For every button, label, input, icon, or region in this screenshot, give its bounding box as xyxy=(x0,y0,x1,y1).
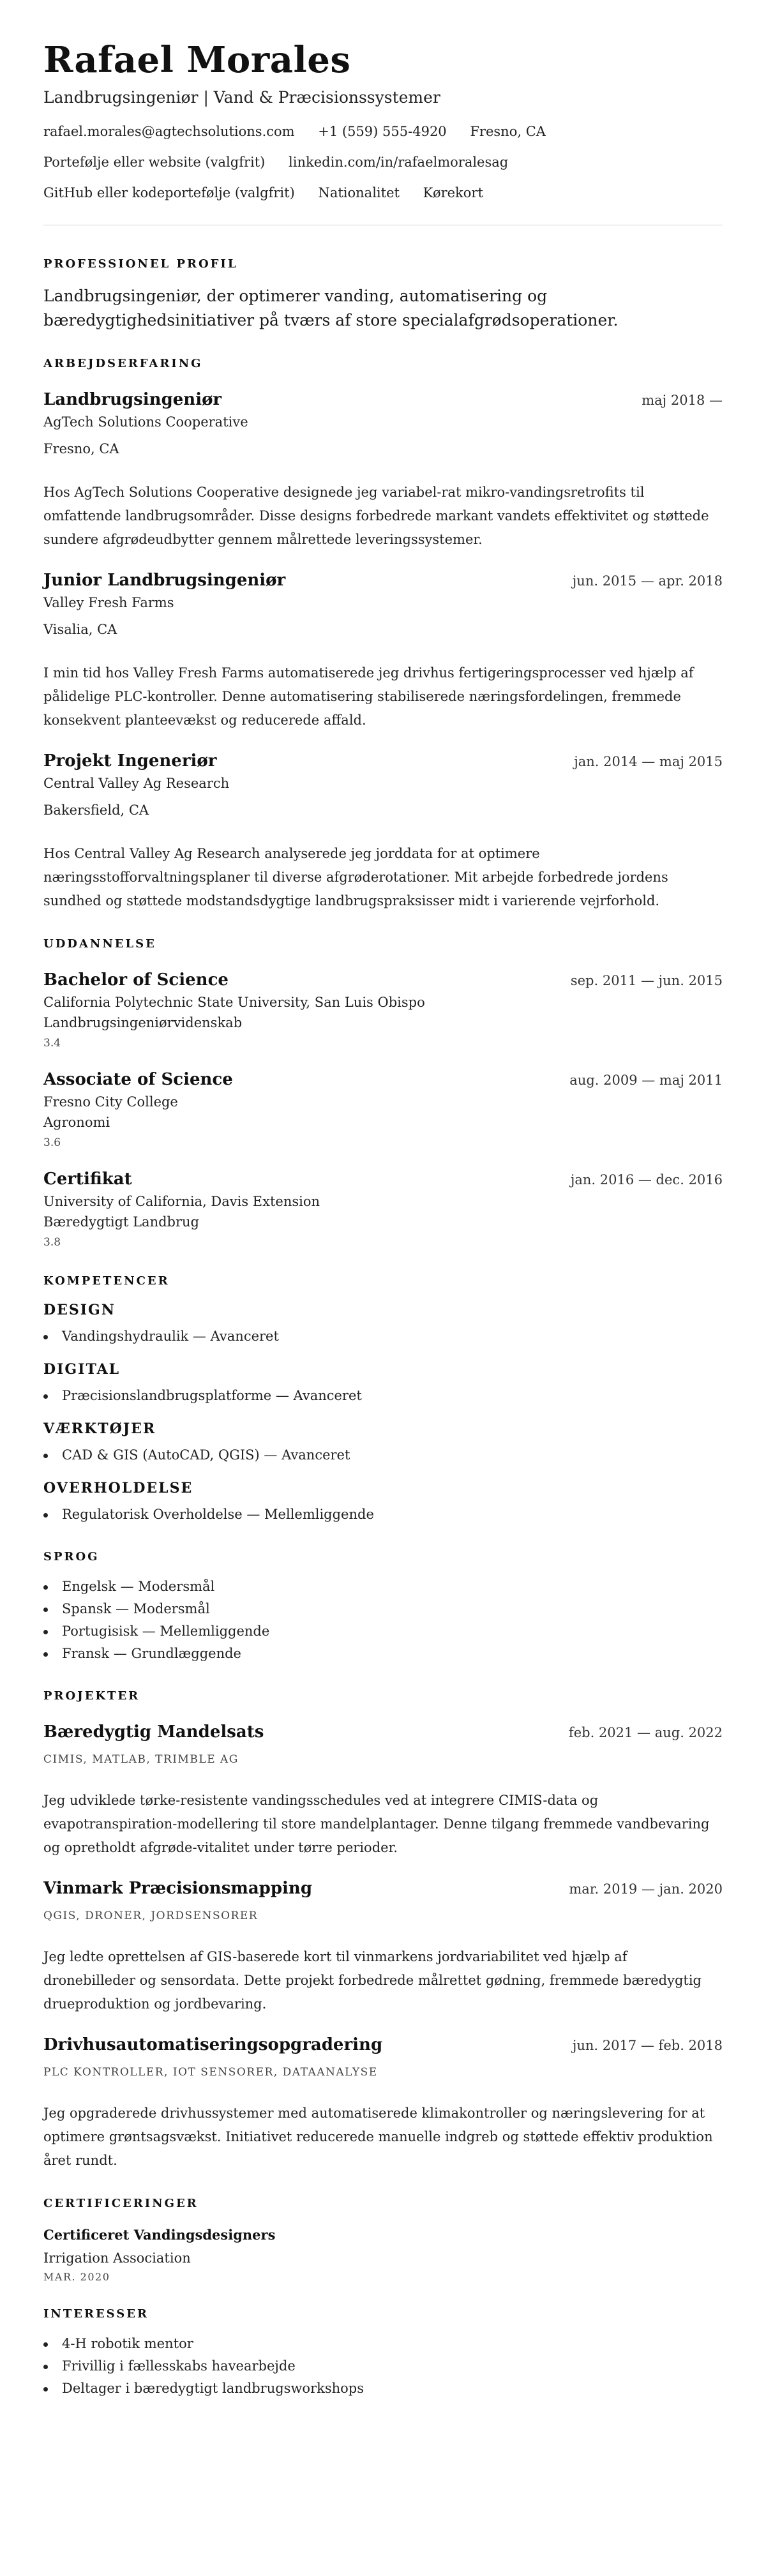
candidate-headline: Landbrugsingeniør | Vand & Præcisionssystemer xyxy=(43,88,440,107)
degree-title: Associate of Science xyxy=(43,1070,233,1089)
skill-item: Vandingshydraulik — Avanceret xyxy=(43,1325,723,1348)
contact-phone[interactable]: +1 (559) 555-4920 xyxy=(318,124,447,139)
gpa: 3.8 xyxy=(43,1236,61,1249)
skill-group xyxy=(43,1301,723,1348)
skill-group-title: DIGITAL xyxy=(43,1361,121,1378)
skill-list xyxy=(43,1444,723,1466)
skill-item: Præcisionslandbrugsplatforme — Avanceret xyxy=(43,1385,723,1407)
job-title: Landbrugsingeniør xyxy=(43,390,222,409)
job-location: Visalia, CA xyxy=(43,622,117,637)
certification-issuer: Irrigation Association xyxy=(43,2250,191,2266)
certification-name: Certificeret Vandingsdesigners xyxy=(43,2227,276,2243)
job-company: Valley Fresh Farms xyxy=(43,595,174,610)
project-description: Jeg udviklede tørke-resistente vandingsschedules ved at integrere CIMIS-data og evapotranspiration-modellering til store mandelplantager. Denne tilgang fremmede vandbevaring og opretholdt afgrøde-vitalitet under tørre perioder. xyxy=(43,1793,710,1855)
certifications-section xyxy=(43,2197,723,2283)
skill-group-title: VÆRKTØJER xyxy=(43,1420,156,1437)
skill-list xyxy=(43,1385,723,1407)
gpa: 3.6 xyxy=(43,1136,61,1149)
project-name: Vinmark Præcisionsmapping xyxy=(43,1879,313,1898)
project-name: Drivhusautomatiseringsopgradering xyxy=(43,2035,383,2054)
job-dates: jan. 2014 — maj 2015 xyxy=(574,754,723,769)
contact-email[interactable]: rafael.morales@agtechsolutions.com xyxy=(43,124,295,139)
experience-entry xyxy=(43,750,723,913)
project-dates: jun. 2017 — feb. 2018 xyxy=(572,2038,723,2053)
projects-section xyxy=(43,1689,723,2173)
contact-linkedin[interactable]: linkedin.com/in/rafaelmoralesag xyxy=(289,154,509,170)
degree-title: Certifikat xyxy=(43,1170,132,1189)
resume-header xyxy=(43,40,723,202)
skill-group-title: OVERHOLDELSE xyxy=(43,1480,193,1496)
section-title-profile: PROFESSIONEL PROFIL xyxy=(43,257,238,271)
job-title: Projekt Ingeneriør xyxy=(43,751,217,771)
skill-group xyxy=(43,1420,723,1466)
certification-entry xyxy=(43,2226,723,2283)
skill-group-title: DESIGN xyxy=(43,1302,116,1318)
job-title: Junior Landbrugsingeniør xyxy=(43,571,286,590)
contact-nationality: Nationalitet xyxy=(318,185,400,200)
candidate-name: Rafael Morales xyxy=(43,39,351,81)
project-description: Jeg ledte oprettelsen af GIS-baserede kort til vinmarkens jordvariabilitet ved hjælp af dronebilleder og sensordata. Dette projekt forbedrede målrettet gødning, fremmede bæredygtig drueproduktion og jordbevaring. xyxy=(43,1949,702,2012)
language-item: Spansk — Modersmål xyxy=(43,1598,723,1620)
project-tech: PLC KONTROLLER, IOT SENSORER, DATAANALYSE xyxy=(43,2066,378,2079)
project-entry xyxy=(43,1721,723,1860)
experience-entry xyxy=(43,569,723,732)
job-dates: jun. 2015 — apr. 2018 xyxy=(572,573,723,589)
degree-dates: sep. 2011 — jun. 2015 xyxy=(570,973,723,988)
skill-item: Regulatorisk Overholdelse — Mellemliggende xyxy=(43,1503,723,1526)
project-entry xyxy=(43,2034,723,2173)
skill-list xyxy=(43,1503,723,1526)
school-name: Fresno City College xyxy=(43,1094,178,1110)
gpa: 3.4 xyxy=(43,1037,61,1050)
job-company: AgTech Solutions Cooperative xyxy=(43,414,248,430)
contact-row-primary xyxy=(43,123,723,140)
profile-section xyxy=(43,257,723,333)
project-name: Bæredygtig Mandelsats xyxy=(43,1722,264,1742)
section-title-certifications: CERTIFICERINGER xyxy=(43,2197,199,2210)
section-title-education: UDDANNELSE xyxy=(43,937,156,951)
job-description: I min tid hos Valley Fresh Farms automatiserede jeg drivhus fertigeringsprocesser ved hjælp af pålidelige PLC-kontroller. Denne automatisering stabiliserede næringsfordelingen, fremmede konsekvent planteevækst og reducerede affald. xyxy=(43,665,694,728)
language-item: Portugisisk — Mellemliggende xyxy=(43,1620,723,1643)
section-title-interests: INTERESSER xyxy=(43,2307,149,2321)
education-section xyxy=(43,937,723,1250)
skill-group xyxy=(43,1360,723,1407)
skill-list xyxy=(43,1325,723,1348)
skills-section xyxy=(43,1274,723,1526)
job-location: Fresno, CA xyxy=(43,441,119,456)
section-title-languages: SPROG xyxy=(43,1550,100,1563)
interests-section xyxy=(43,2307,723,2400)
language-item: Engelsk — Modersmål xyxy=(43,1576,723,1598)
interest-item: 4-H robotik mentor xyxy=(43,2333,723,2355)
section-title-projects: PROJEKTER xyxy=(43,1689,140,1703)
job-description: Hos AgTech Solutions Cooperative designede jeg variabel-rat mikro-vandingsretrofits til omfattende landbrugsområder. Disse designs forbedrede markant vandets effektivitet og støttede sundere afgrødeudbytter gennem målrettede leveringssystemer. xyxy=(43,485,709,547)
job-company: Central Valley Ag Research xyxy=(43,776,230,791)
job-dates: maj 2018 — xyxy=(642,393,723,408)
project-entry xyxy=(43,1878,723,2016)
contact-location: Fresno, CA xyxy=(470,124,546,139)
job-description: Hos Central Valley Ag Research analyserede jeg jorddata for at optimere næringsstofforvaltningsplaner til diverse afgrøderotationer. Mit arbejde forbedrede jordens sundhed og støttede modstandsdygtige landbrugspraksisser midt i varierende vejrforhold. xyxy=(43,846,668,908)
project-tech: QGIS, DRONER, JORDSENSORER xyxy=(43,1909,259,1922)
profile-summary: Landbrugsingeniør, der optimerer vanding, automatisering og bæredygtighedsinitiativer på tværs af store specialafgrødsoperationer. xyxy=(43,287,619,329)
degree-dates: jan. 2016 — dec. 2016 xyxy=(570,1172,723,1187)
field-of-study: Bæredygtigt Landbrug xyxy=(43,1214,199,1230)
school-name: California Polytechnic State University, San Luis Obispo xyxy=(43,995,425,1010)
skill-group xyxy=(43,1479,723,1526)
project-description: Jeg opgraderede drivhussystemer med automatiserede klimakontroller og næringslevering for at optimere grøntsagsvækst. Initiativet reducerede manuelle indgreb og støttede effektiv produktion året rundt. xyxy=(43,2105,713,2168)
certification-date: MAR. 2020 xyxy=(43,2271,110,2283)
language-list xyxy=(43,1576,723,1665)
skill-item: CAD & GIS (AutoCAD, QGIS) — Avanceret xyxy=(43,1444,723,1466)
experience-section xyxy=(43,357,723,913)
degree-title: Bachelor of Science xyxy=(43,970,229,990)
interest-item: Frivillig i fællesskabs havearbejde xyxy=(43,2355,723,2377)
project-tech: CIMIS, MATLAB, TRIMBLE AG xyxy=(43,1753,239,1766)
education-entry xyxy=(43,969,723,1051)
education-entry xyxy=(43,1069,723,1150)
field-of-study: Landbrugsingeniørvidenskab xyxy=(43,1015,243,1030)
field-of-study: Agronomi xyxy=(43,1115,110,1130)
degree-dates: aug. 2009 — maj 2011 xyxy=(569,1073,723,1088)
contact-row-extra xyxy=(43,184,723,202)
job-location: Bakersfield, CA xyxy=(43,802,149,818)
section-title-experience: ARBEJDSERFARING xyxy=(43,357,203,370)
contact-github[interactable]: GitHub eller kodeportefølje (valgfrit) xyxy=(43,185,295,200)
education-entry xyxy=(43,1168,723,1250)
languages-section xyxy=(43,1550,723,1665)
contact-portfolio[interactable]: Portefølje eller website (valgfrit) xyxy=(43,154,266,170)
interest-item: Deltager i bæredygtigt landbrugsworkshops xyxy=(43,2377,723,2400)
contact-row-links xyxy=(43,153,723,171)
interest-list xyxy=(43,2333,723,2400)
contact-license: Kørekort xyxy=(423,185,483,200)
project-dates: feb. 2021 — aug. 2022 xyxy=(568,1725,723,1740)
section-title-skills: KOMPETENCER xyxy=(43,1274,170,1288)
experience-entry xyxy=(43,389,723,552)
school-name: University of California, Davis Extension xyxy=(43,1194,320,1209)
language-item: Fransk — Grundlæggende xyxy=(43,1643,723,1665)
project-dates: mar. 2019 — jan. 2020 xyxy=(569,1881,723,1897)
